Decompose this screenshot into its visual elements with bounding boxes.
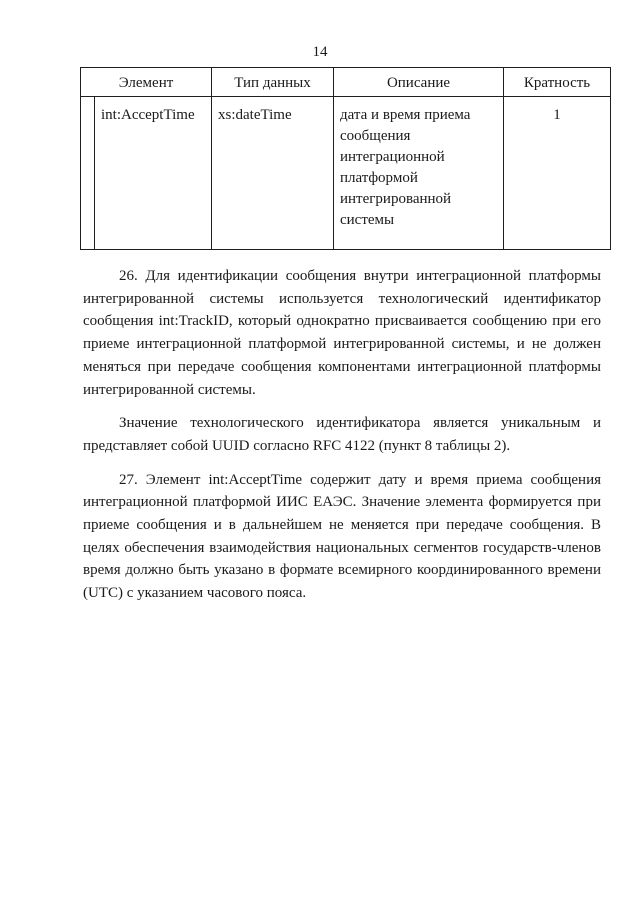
body-text bbox=[83, 265, 601, 616]
cell-description: дата и время приема сообщения интеграционной платформой интегрированной системы bbox=[334, 97, 504, 250]
element-spec-table bbox=[80, 67, 611, 250]
header-element: Элемент bbox=[81, 68, 212, 97]
cell-element: int:AcceptTime bbox=[95, 97, 212, 250]
header-description: Описание bbox=[334, 68, 504, 97]
paragraph-26: 26. Для идентификации сообщения внутри интеграционной платформы интегрированной системы используется технологический идентификатор сообщения int:TrackID, который однократно присваивается сообщению при его приеме интеграционной платформой интегрированной системы, и не должен меняться при передаче сообщения компонентами интеграционной платформы интегрированной системы. bbox=[83, 268, 601, 398]
header-multiplicity: Кратность bbox=[504, 68, 611, 97]
header-data-type: Тип данных bbox=[212, 68, 334, 97]
table-header-row bbox=[81, 68, 611, 97]
table-row bbox=[81, 97, 611, 250]
paragraph-uuid: Значение технологического идентификатора является уникальным и представляет собой UUID согласно RFC 4122 (пункт 8 таблицы 2). bbox=[83, 415, 601, 454]
nesting-gutter-cell bbox=[81, 97, 95, 250]
cell-data-type: xs:dateTime bbox=[212, 97, 334, 250]
paragraph-27: 27. Элемент int:AcceptTime содержит дату и время приема сообщения интеграционной платформой ИИС ЕАЭС. Значение элемента формируется при приеме сообщения и в дальнейшем не меняется при передаче сообщения. В целях обеспечения взаимодействия национальных сегментов государств-членов время должно быть указано в формате всемирного координированного времени (UTC) с указанием часового пояса. bbox=[83, 471, 601, 602]
page-number: 14 bbox=[312, 44, 328, 60]
cell-multiplicity: 1 bbox=[504, 97, 611, 250]
